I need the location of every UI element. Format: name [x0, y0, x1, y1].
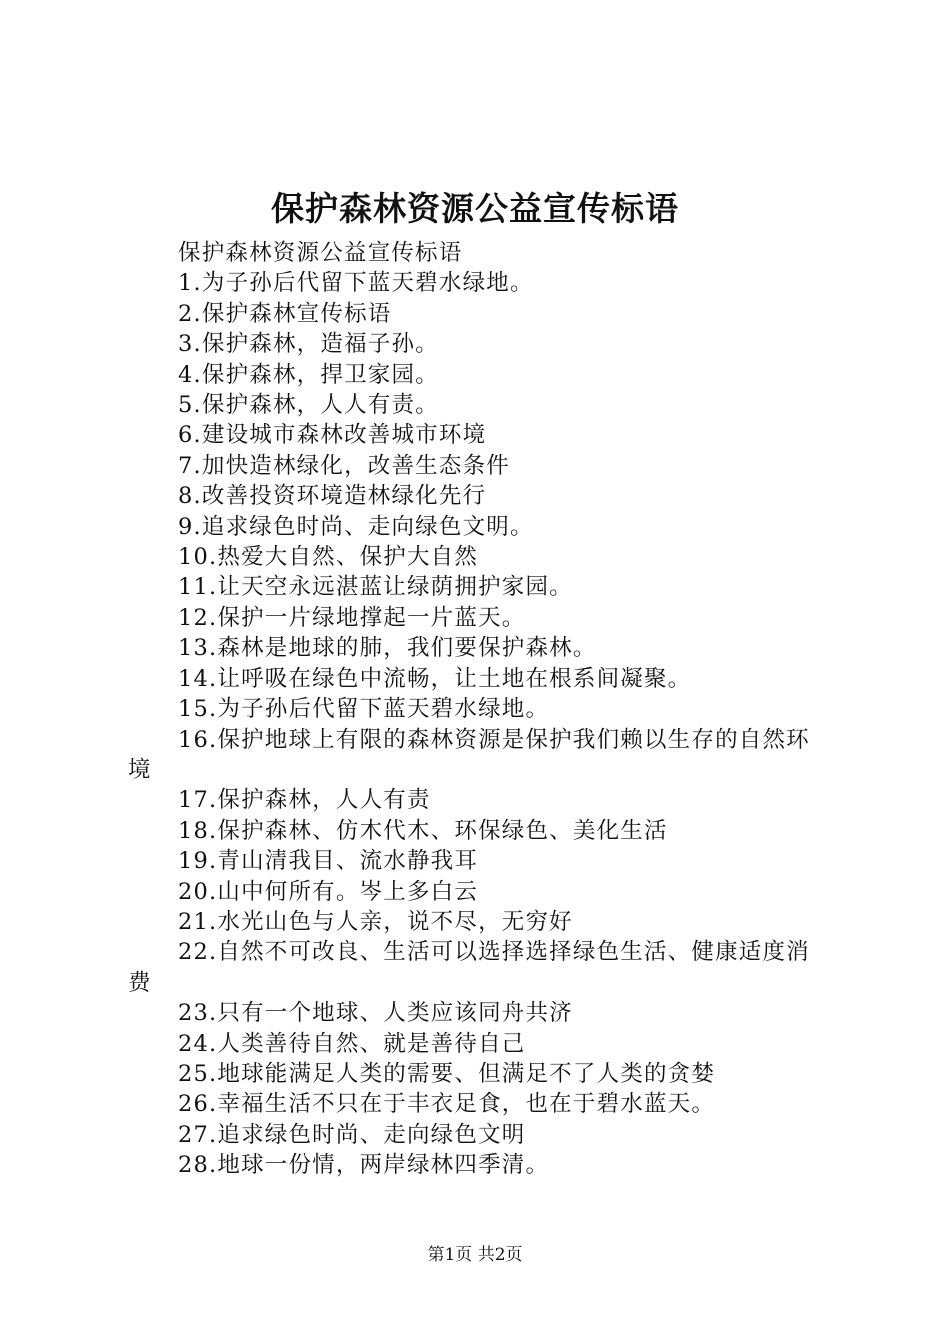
slogan-item: 1.为子孙后代留下蓝天碧水绿地。 — [178, 270, 534, 297]
document-body — [128, 238, 833, 1181]
slogan-item: 17.保护森林，人人有责 — [178, 787, 431, 814]
slogan-item: 26.幸福生活不只在于丰衣足食，也在于碧水蓝天。 — [178, 1091, 716, 1118]
slogan-item: 13.森林是地球的肺，我们要保护森林。 — [178, 635, 597, 662]
slogan-item: 27.追求绿色时尚、走向绿色文明 — [178, 1121, 526, 1148]
slogan-item: 28.地球一份情，两岸绿林四季清。 — [178, 1152, 550, 1179]
slogan-item: 16.保护地球上有限的森林资源是保护我们赖以生存的自然环境 — [128, 726, 810, 783]
slogan-item: 22.自然不可改良、生活可以选择选择绿色生活、健康适度消费 — [128, 939, 810, 996]
slogan-item: 12.保护一片绿地撑起一片蓝天。 — [178, 604, 526, 631]
slogan-item: 5.保护森林，人人有责。 — [178, 392, 439, 419]
slogan-item: 24.人类善待自然、就是善待自己 — [178, 1030, 526, 1057]
slogan-item: 2.保护森林宣传标语 — [178, 300, 392, 327]
slogan-item: 19.青山清我目、流水静我耳 — [178, 848, 479, 875]
slogan-item: 18.保护森林、仿木代木、环保绿色、美化生活 — [178, 817, 668, 844]
slogan-item: 14.让呼吸在绿色中流畅，让土地在根系间凝聚。 — [178, 665, 692, 692]
slogan-list — [128, 268, 833, 1180]
slogan-item: 15.为子孙后代留下蓝天碧水绿地。 — [178, 696, 550, 723]
slogan-item: 25.地球能满足人类的需要、但满足不了人类的贪婪 — [178, 1060, 716, 1087]
slogan-item: 10.热爱大自然、保护大自然 — [178, 544, 479, 571]
slogan-item: 9.追求绿色时尚、走向绿色文明。 — [178, 513, 534, 540]
slogan-item: 11.让天空永远湛蓝让绿荫拥护家园。 — [178, 574, 573, 601]
page-footer: 第1页 共2页 — [427, 1245, 523, 1265]
slogan-item: 6.建设城市森林改善城市环境 — [178, 422, 487, 449]
slogan-item: 23.只有一个地球、人类应该同舟共济 — [178, 1000, 573, 1027]
slogan-item: 3.保护森林，造福子孙。 — [178, 331, 439, 358]
slogan-item: 4.保护森林，捍卫家园。 — [178, 361, 439, 388]
slogan-item: 7.加快造林绿化，改善生态条件 — [178, 452, 510, 479]
slogan-item: 20.山中何所有。岑上多白云 — [178, 878, 479, 905]
document-subtitle: 保护森林资源公益宣传标语 — [178, 240, 463, 266]
slogan-item: 21.水光山色与人亲，说不尽，无穷好 — [178, 908, 573, 935]
document-title: 保护森林资源公益宣传标语 — [271, 189, 679, 228]
slogan-item: 8.改善投资环境造林绿化先行 — [178, 483, 487, 510]
